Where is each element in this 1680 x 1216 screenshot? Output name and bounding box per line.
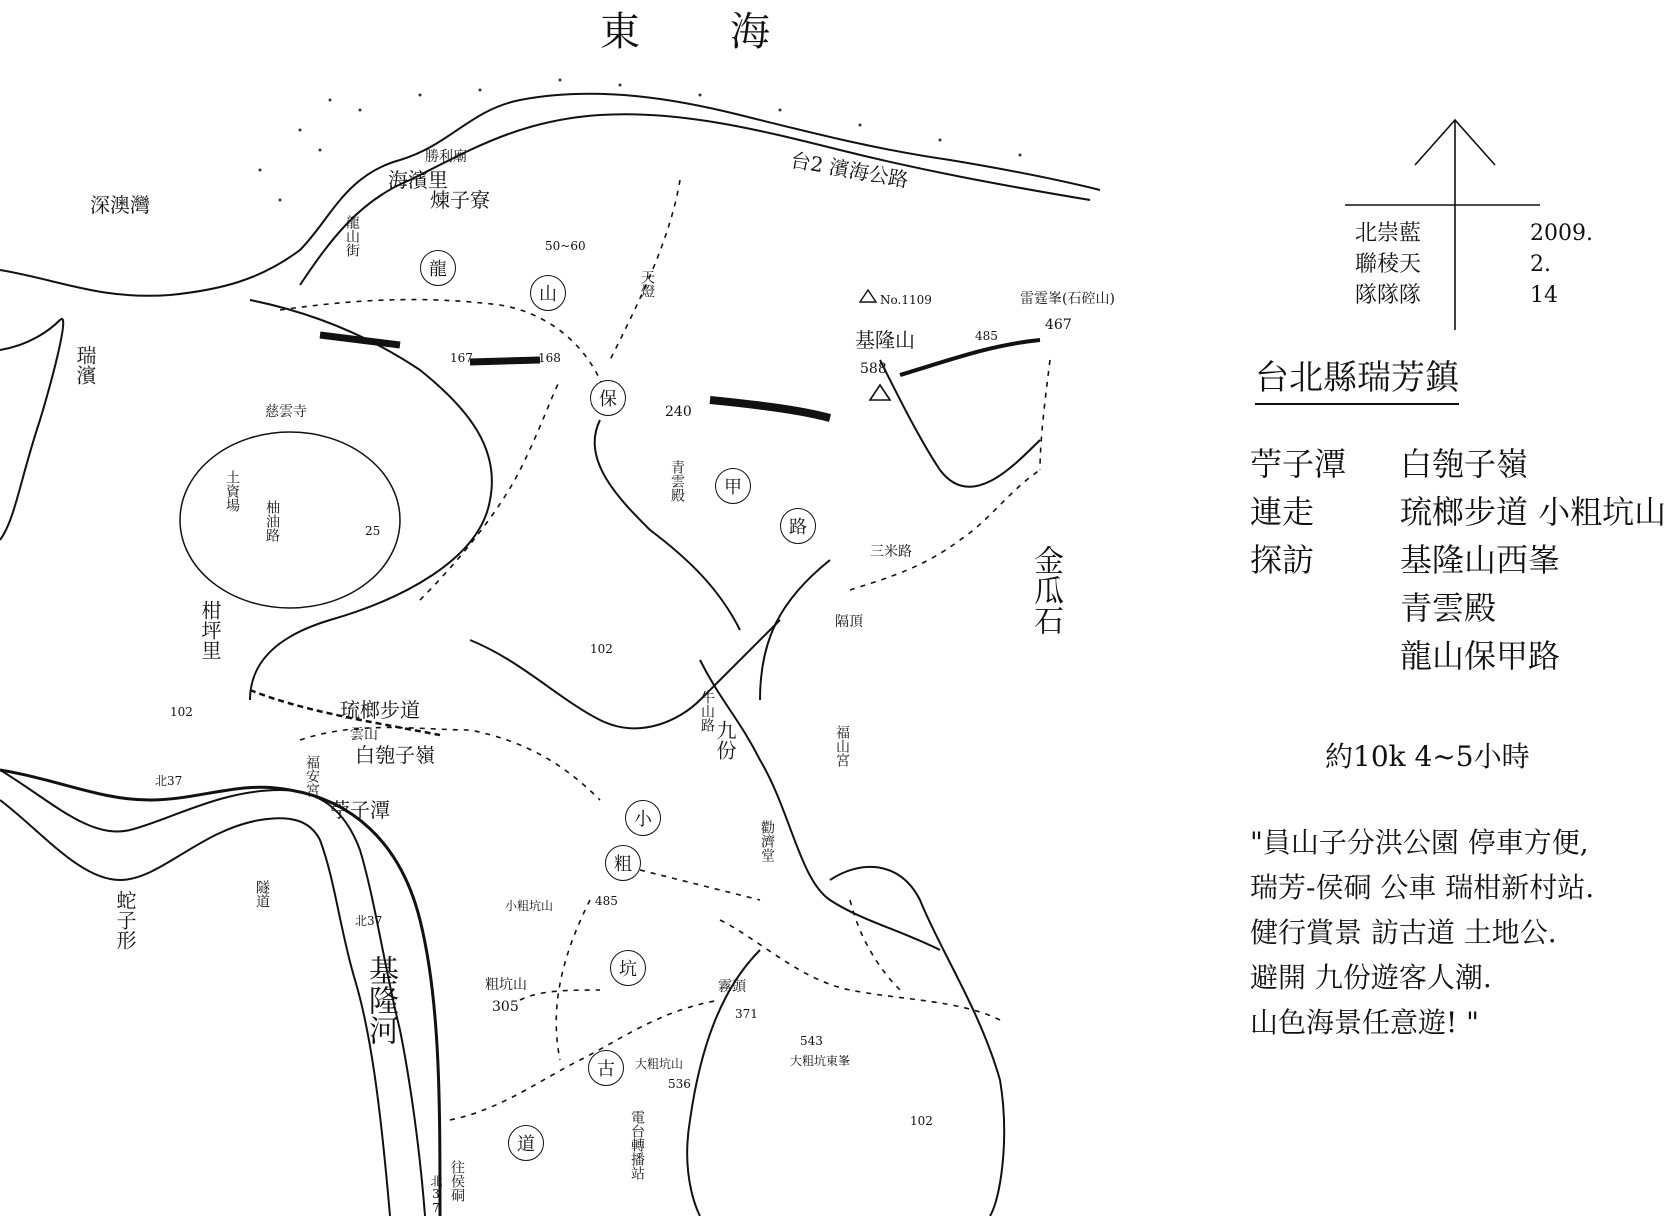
credit-org: 北崇藍 bbox=[1355, 221, 1422, 246]
west-coast bbox=[0, 319, 63, 540]
route-row-label: 探訪 bbox=[1250, 541, 1315, 579]
place-mojing: 福山宮 bbox=[834, 725, 850, 767]
road-102-c: 102 bbox=[910, 1114, 933, 1128]
place-houzi-tan: 苧子潭 bbox=[330, 798, 390, 822]
route-row bbox=[1250, 488, 1666, 536]
place-fuan-tang: 福安宮 bbox=[304, 755, 320, 797]
place-longshan-street: 龍山街 bbox=[344, 215, 360, 257]
da-cukeng-elevation: 536 bbox=[668, 1077, 691, 1091]
credit-value: 2009. bbox=[1530, 221, 1593, 246]
coastline-inner bbox=[300, 114, 1090, 285]
tip-line: 山色海景任意遊! " bbox=[1250, 1006, 1480, 1039]
place-tianbian: 天燈 bbox=[639, 270, 655, 298]
credit-row bbox=[1355, 280, 1558, 311]
route-row-text: 基隆山西峯 bbox=[1400, 541, 1561, 579]
elevation-543: 543 bbox=[800, 1034, 823, 1048]
elevation-240: 240 bbox=[665, 404, 692, 420]
bold-trail-2 bbox=[470, 360, 540, 362]
place-da-cukeng-shan: 大粗坑山 bbox=[635, 1057, 684, 1071]
map-title-block bbox=[1255, 350, 1459, 405]
road-102-b: 102 bbox=[590, 642, 613, 656]
route-marker-gu: 古 bbox=[588, 1050, 624, 1086]
road-niushan: 牛山路 bbox=[699, 690, 715, 732]
road-tai2: 台2 濱海公路 bbox=[788, 147, 911, 193]
coastline bbox=[0, 94, 1100, 296]
road-bei37-a: 北37 bbox=[155, 774, 183, 788]
place-yunshan: 雲山 bbox=[350, 727, 378, 743]
bold-trail-1 bbox=[320, 335, 400, 345]
route-marker-dao: 道 bbox=[508, 1125, 544, 1161]
point-485-elevation: 485 bbox=[975, 329, 998, 343]
credit-org: 隊隊隊 bbox=[1355, 283, 1422, 308]
route-marker-bao: 保 bbox=[590, 380, 626, 416]
place-liulang-trail: 琉榔步道 bbox=[340, 698, 420, 722]
credit-org: 聯稜天 bbox=[1355, 252, 1422, 277]
place-to-houtong: 往侯硐 bbox=[449, 1160, 465, 1202]
credit-row bbox=[1355, 218, 1593, 249]
place-keelung-mountain: 基隆山 bbox=[855, 328, 915, 352]
bold-trail-4 bbox=[900, 340, 1040, 375]
route-row bbox=[1250, 440, 1666, 488]
place-qingyun-temple: 青雲殿 bbox=[669, 460, 685, 502]
place-fujie: 隔頂 bbox=[835, 614, 863, 630]
tip-line: 瑞芳-侯硐 公車 瑞柑新村站. bbox=[1250, 871, 1595, 904]
trig-point-number: No.1109 bbox=[880, 293, 932, 307]
place-ganping-li: 柑坪里 bbox=[198, 600, 222, 660]
place-shenao-bay: 深澳灣 bbox=[90, 193, 150, 217]
tip-line: 避開 九份遊客人潮. bbox=[1250, 961, 1492, 994]
trig-triangle bbox=[860, 290, 876, 302]
place-tuchang-left: 土資場 bbox=[224, 470, 240, 512]
xiao-cukeng-elevation: 485 bbox=[595, 894, 618, 908]
tip-line: 健行賞景 訪古道 土地公. bbox=[1250, 916, 1557, 949]
route-marker-jia: 甲 bbox=[715, 468, 751, 504]
route-row-label: 苧子潭 bbox=[1250, 445, 1347, 483]
east-peak-elevation: 467 bbox=[1045, 317, 1072, 333]
place-sheng-ziliao: 勝利廟 bbox=[425, 149, 467, 165]
road-bei37-c: 北37 bbox=[429, 1175, 443, 1215]
road-bei37-b: 北37 bbox=[355, 914, 383, 928]
route-row-label: 連走 bbox=[1250, 493, 1315, 531]
route-notes bbox=[1250, 440, 1666, 680]
map-title: 台北縣瑞芳鎮 bbox=[1255, 350, 1459, 405]
elevation-25: 25 bbox=[365, 524, 381, 538]
route-marker-shan: 山 bbox=[530, 275, 566, 311]
credit-row bbox=[1355, 249, 1551, 280]
tip-line: "員山子分洪公園 停車方便, bbox=[1250, 826, 1589, 859]
place-ruibin: 瑞濱 bbox=[73, 345, 97, 385]
place-wu-lung: 霧頭 bbox=[718, 979, 746, 995]
place-lianzi-liao: 煉子寮 bbox=[430, 188, 490, 212]
road-shanjian: 三米路 bbox=[870, 544, 912, 560]
route-row bbox=[1250, 632, 1666, 680]
tips-block bbox=[1250, 820, 1594, 1045]
keelung-mountain-elevation: 588 bbox=[860, 361, 887, 377]
place-baipaozi-ling: 白匏子嶺 bbox=[355, 743, 435, 767]
route-row-text: 琉榔步道 小粗坑山 bbox=[1400, 493, 1667, 531]
route-marker-long: 龍 bbox=[420, 250, 456, 286]
route-row-text: 青雲殿 bbox=[1400, 589, 1497, 627]
route-marker-keng: 坑 bbox=[610, 950, 646, 986]
route-marker-xiao: 小 bbox=[625, 800, 661, 836]
route-row bbox=[1250, 536, 1666, 584]
place-relay-station: 電台轉播站 bbox=[629, 1110, 645, 1180]
credit-value: 2. bbox=[1530, 252, 1551, 277]
wu-lung-elevation: 371 bbox=[735, 1007, 758, 1021]
route-marker-lu: 路 bbox=[780, 508, 816, 544]
route-marker-cu: 粗 bbox=[605, 845, 641, 881]
credit-block bbox=[1355, 218, 1593, 311]
cukeng-shan-elevation: 305 bbox=[492, 999, 519, 1015]
place-jiufen: 九份 bbox=[713, 720, 737, 760]
place-da-cukeng-east: 大粗坑東峯 bbox=[790, 1054, 851, 1068]
place-tunnel: 隧道 bbox=[254, 880, 270, 908]
place-jinguashi: 金瓜石 bbox=[1028, 545, 1063, 635]
keelung-river bbox=[0, 800, 390, 1216]
elevation-168: 168 bbox=[538, 351, 561, 365]
sea-name: 東海 bbox=[600, 9, 860, 55]
place-hainan-li: 海濱里 bbox=[388, 168, 448, 192]
label-50-60: 50~60 bbox=[545, 239, 586, 253]
route-row-text: 龍山保甲路 bbox=[1400, 637, 1561, 675]
distance-time: 約10k 4~5小時 bbox=[1325, 740, 1530, 773]
place-cimen-temple: 慈雲寺 bbox=[265, 404, 307, 420]
route-row-text: 白匏子嶺 bbox=[1400, 445, 1529, 483]
road-102-a: 102 bbox=[170, 705, 193, 719]
place-cukeng-shan: 粗坑山 bbox=[485, 977, 527, 993]
summit-triangle bbox=[870, 385, 890, 400]
place-xiao-cukeng-shan: 小粗坑山 bbox=[505, 899, 554, 913]
elevation-167: 167 bbox=[450, 351, 473, 365]
credit-value: 14 bbox=[1530, 283, 1558, 308]
place-jinsheng-temple: 勸濟堂 bbox=[759, 820, 775, 862]
place-shezi-xing: 蛇子形 bbox=[113, 890, 137, 950]
place-east-peak: 雷霆峯(石硿山) bbox=[1020, 291, 1115, 307]
place-keelung-river: 基隆河 bbox=[363, 955, 398, 1045]
bold-trail-3 bbox=[710, 400, 830, 418]
road-youtuo: 柚油路 bbox=[264, 500, 280, 542]
route-row bbox=[1250, 584, 1666, 632]
